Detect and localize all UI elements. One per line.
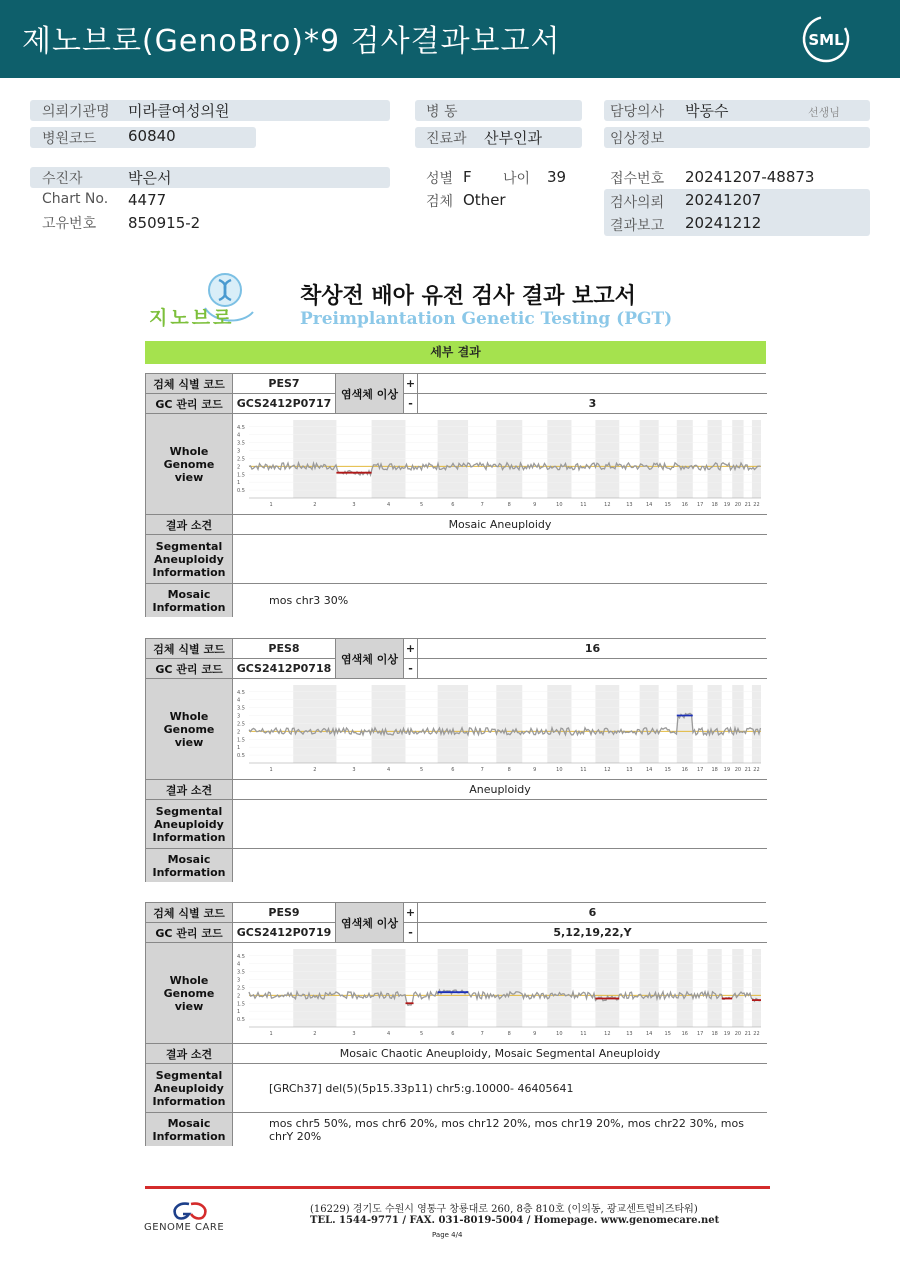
specimen-label: 검체 [426,194,454,210]
x-tick-label: 16 [681,1031,688,1037]
x-tick-label: 12 [604,767,611,773]
sample-table [145,902,766,1146]
request-label: 검사의뢰 [610,195,665,211]
sml-logo-text: SML [808,31,844,49]
y-tick-label: 2 [237,993,241,1000]
y-tick-label: 0.5 [237,1017,245,1024]
result-label: 결과 소견 [146,1044,233,1064]
genome-plot-svg [233,943,767,1044]
chromosome-band [372,949,406,1027]
y-tick-label: 1.5 [237,737,245,744]
result-value: Mosaic Aneuploidy [233,515,767,535]
x-tick-label: 20 [734,1031,742,1037]
address-line: (16229) 경기도 수원시 영통구 창룡대로 260, 8층 810호 (이의동, 광교센트럴비즈타워) [310,1204,698,1215]
x-tick-label: 17 [696,502,704,508]
institution-value: 미라클여성의원 [128,102,230,120]
section-header: 세부 결과 [145,341,766,364]
chromosome-band [547,685,571,763]
x-tick-label: 4 [386,767,391,773]
x-tick-label: 10 [556,1031,563,1037]
gain-chromosomes [418,374,767,394]
x-tick-label: 3 [352,767,356,773]
x-tick-label: 13 [626,767,633,773]
doctor-label: 담당의사 [610,104,665,120]
x-tick-label: 16 [681,502,688,508]
patient-label: 수진자 [42,171,83,187]
gain-chromosomes: 6 [418,903,767,923]
chromosome-band [438,685,468,763]
x-tick-label: 20 [734,767,742,773]
y-tick-label: 0.5 [237,488,245,495]
x-tick-label: 9 [533,767,537,773]
report-title-ko: 착상전 배아 유전 검사 결과 보고서 [300,284,636,309]
x-tick-label: 7 [480,502,484,508]
genobro-logo-text: 지노브로 [149,307,235,329]
receipt-value: 20241207-48873 [685,168,815,186]
y-tick-label: 3.5 [237,440,245,447]
sample-table [145,638,766,882]
x-tick-label: 18 [711,502,718,508]
sex-label: 성별 [426,171,454,187]
chromosome-band [640,685,659,763]
x-tick-label: 4 [386,502,391,508]
result-label: 결과 소견 [146,780,233,800]
x-tick-label: 21 [744,502,751,508]
x-tick-label: 17 [696,767,704,773]
y-tick-label: 1 [237,1009,241,1016]
sample-table [145,373,766,617]
x-tick-label: 19 [723,767,731,773]
y-tick-label: 1.5 [237,472,245,479]
minus-sign: - [404,923,418,943]
company-address [310,1200,719,1226]
x-tick-label: 22 [753,502,760,508]
hospital-code-label: 병원코드 [42,131,97,147]
ward-label: 병 동 [426,104,458,120]
x-tick-label: 10 [556,767,563,773]
clinical-label: 임상정보 [610,131,665,147]
x-tick-label: 1 [269,767,273,773]
x-tick-label: 9 [533,502,537,508]
loss-chromosomes: 3 [418,394,767,414]
sample-id-label: 검체 식별 코드 [146,639,233,659]
chromosome-band [293,949,336,1027]
x-tick-label: 11 [580,767,587,773]
x-tick-label: 16 [681,767,688,773]
y-tick-label: 0.5 [237,753,245,760]
y-tick-label: 3.5 [237,705,245,712]
y-tick-label: 1 [237,480,241,487]
x-tick-label: 21 [744,1031,751,1037]
sample-id-value: PES8 [233,639,336,659]
minus-sign: - [404,394,418,414]
chromosome-band [677,949,693,1027]
request-date: 20241207 [685,191,762,209]
x-tick-label: 2 [313,1031,317,1037]
y-tick-label: 2 [237,729,241,736]
plus-sign: + [404,639,418,659]
loss-chromosomes [418,659,767,679]
x-tick-label: 21 [744,767,751,773]
whole-genome-label: Whole Genome view [146,943,233,1044]
x-tick-label: 6 [451,767,455,773]
whole-genome-plot [233,943,767,1044]
x-tick-label: 1 [269,1031,273,1037]
chromosome-band [496,949,522,1027]
mosaic-label: Mosaic Information [146,1113,233,1146]
x-tick-label: 9 [533,1031,537,1037]
whole-genome-plot [233,414,767,515]
chromosome-band [547,420,571,498]
x-tick-label: 3 [352,502,356,508]
segmental-label: Segmental Aneuploidy Information [146,535,233,584]
sex-value: F [463,168,472,186]
sml-logo [800,14,852,64]
x-tick-label: 13 [626,502,633,508]
whole-genome-label: Whole Genome view [146,679,233,780]
x-tick-label: 11 [580,502,587,508]
gc-code-value: GCS2412P0717 [233,394,336,414]
segmental-label: Segmental Aneuploidy Information [146,800,233,849]
report-date: 20241212 [685,214,762,232]
mosaic-label: Mosaic Information [146,584,233,617]
chrom-abn-label: 염색체 이상 [336,374,404,414]
plus-sign: + [404,903,418,923]
y-tick-label: 4.5 [237,689,245,696]
gc-code-label: GC 관리 코드 [146,923,233,943]
gc-code-value: GCS2412P0718 [233,659,336,679]
age-label: 나이 [503,171,531,187]
doctor-suffix: 선생님 [808,106,840,119]
chromosome-band [752,685,761,763]
dept-label: 진료과 [426,131,467,147]
y-tick-label: 4 [237,432,241,439]
report-title: 제노브로(GenoBro)*9 검사결과보고서 [22,24,561,59]
chromosome-band [372,420,406,498]
loss-chromosomes: 5,12,19,22,Y [418,923,767,943]
receipt-label: 접수번호 [610,171,665,187]
x-tick-label: 15 [664,767,671,773]
gain-chromosomes: 16 [418,639,767,659]
chromosome-band [708,685,722,763]
y-tick-label: 3.5 [237,969,245,976]
chromosome-band [438,949,468,1027]
chromosome-band [496,420,522,498]
segmental-value: [GRCh37] del(5)(5p15.33p11) chr5:g.10000- 46405641 [233,1064,767,1113]
sample-id-value: PES9 [233,903,336,923]
chromosome-band [752,420,761,498]
chromosome-band [293,420,336,498]
genome-plot-svg [233,414,767,515]
x-tick-label: 22 [753,1031,760,1037]
contact-line: TEL. 1544-9771 / FAX. 031-8019-5004 / Homepage. www.genomecare.net [310,1215,720,1226]
id-no-value: 850915-2 [128,214,201,232]
report-title-en: Preimplantation Genetic Testing (PGT) [300,309,673,329]
age-value: 39 [547,168,567,186]
x-tick-label: 6 [451,1031,455,1037]
patient-row-bg [30,167,390,188]
y-tick-label: 1 [237,745,241,752]
y-tick-label: 2 [237,464,241,471]
whole-genome-plot [233,679,767,780]
x-tick-label: 18 [711,767,718,773]
id-no-label: 고유번호 [42,216,97,232]
result-value: Mosaic Chaotic Aneuploidy, Mosaic Segmental Aneuploidy [233,1044,767,1064]
x-tick-label: 14 [645,502,653,508]
x-tick-label: 13 [626,1031,633,1037]
gc-code-value: GCS2412P0719 [233,923,336,943]
x-tick-label: 3 [352,1031,356,1037]
x-tick-label: 8 [507,767,511,773]
chromosome-band [732,420,743,498]
mosaic-label: Mosaic Information [146,849,233,882]
y-tick-label: 4.5 [237,424,245,431]
gc-code-label: GC 관리 코드 [146,394,233,414]
result-value: Aneuploidy [233,780,767,800]
x-tick-label: 12 [604,1031,611,1037]
chromosome-band [496,685,522,763]
y-tick-label: 2.5 [237,721,245,728]
x-tick-label: 8 [507,1031,511,1037]
x-tick-label: 17 [696,1031,704,1037]
chromosome-band [640,420,659,498]
chart-no-value: 4477 [128,191,167,209]
chart-no-label: Chart No. [42,191,109,207]
x-tick-label: 7 [480,767,484,773]
mosaic-value [233,849,767,882]
plus-sign: + [404,374,418,394]
x-tick-label: 6 [451,502,455,508]
chromosome-band [438,420,468,498]
x-tick-label: 5 [419,767,424,773]
segmental-value [233,535,767,584]
chromosome-band [732,949,743,1027]
hospital-code-value: 60840 [128,127,176,145]
sample-id-label: 검체 식별 코드 [146,903,233,923]
chromosome-band [677,420,693,498]
specimen-value: Other [463,191,506,209]
chromosome-band [547,949,571,1027]
company-name: GENOME CARE [144,1222,225,1233]
x-tick-label: 22 [753,767,760,773]
segmental-value [233,800,767,849]
y-tick-label: 1.5 [237,1001,245,1008]
chromosome-band [293,685,336,763]
header-bar [0,0,900,78]
y-tick-label: 2.5 [237,456,245,463]
x-tick-label: 2 [313,767,317,773]
x-tick-label: 19 [723,502,731,508]
sample-id-label: 검체 식별 코드 [146,374,233,394]
chromosome-band [677,685,693,763]
x-tick-label: 15 [664,1031,671,1037]
x-tick-label: 15 [664,502,671,508]
y-tick-label: 4.5 [237,953,245,960]
minus-sign: - [404,659,418,679]
x-tick-label: 10 [556,502,563,508]
x-tick-label: 14 [645,767,653,773]
x-tick-label: 5 [419,502,424,508]
chromosome-band [640,949,659,1027]
patient-name: 박은서 [128,169,172,187]
institution-label: 의뢰기관명 [42,104,110,120]
chromosome-band [708,949,722,1027]
report-date-label: 결과보고 [610,218,665,234]
x-tick-label: 2 [313,502,317,508]
genobro-logo [145,268,260,330]
chromosome-band [595,685,619,763]
mosaic-value: mos chr3 30% [233,584,767,617]
x-tick-label: 11 [580,1031,587,1037]
x-tick-label: 18 [711,1031,718,1037]
x-tick-label: 12 [604,502,611,508]
chrom-abn-label: 염색체 이상 [336,903,404,943]
x-tick-label: 8 [507,502,511,508]
dept-value: 산부인과 [484,129,542,147]
chromosome-band [595,949,619,1027]
whole-genome-label: Whole Genome view [146,414,233,515]
sample-id-value: PES7 [233,374,336,394]
segmental-label: Segmental Aneuploidy Information [146,1064,233,1113]
chromosome-band [708,420,722,498]
y-tick-label: 4 [237,697,241,704]
x-tick-label: 4 [386,1031,391,1037]
result-label: 결과 소견 [146,515,233,535]
chromosome-band [595,420,619,498]
gc-code-label: GC 관리 코드 [146,659,233,679]
mosaic-value: mos chr5 50%, mos chr6 20%, mos chr12 20%, mos chr19 20%, mos chr22 30%, mos chrY 20% [233,1113,767,1146]
x-tick-label: 7 [480,1031,484,1037]
x-tick-label: 14 [645,1031,653,1037]
y-tick-label: 3 [237,713,241,720]
chromosome-band [732,685,743,763]
x-tick-label: 19 [723,1031,731,1037]
chrom-abn-label: 염색체 이상 [336,639,404,679]
x-tick-label: 20 [734,502,742,508]
x-tick-label: 5 [419,1031,424,1037]
y-tick-label: 3 [237,977,241,984]
chromosome-band [752,949,761,1027]
chromosome-band [372,685,406,763]
y-tick-label: 4 [237,961,241,968]
y-tick-label: 3 [237,448,241,455]
footer-divider [145,1186,770,1189]
genome-plot-svg [233,679,767,780]
y-tick-label: 2.5 [237,985,245,992]
doctor-value: 박동수 [685,102,729,120]
x-tick-label: 1 [269,502,273,508]
page-number: Page 4/4 [432,1231,463,1239]
